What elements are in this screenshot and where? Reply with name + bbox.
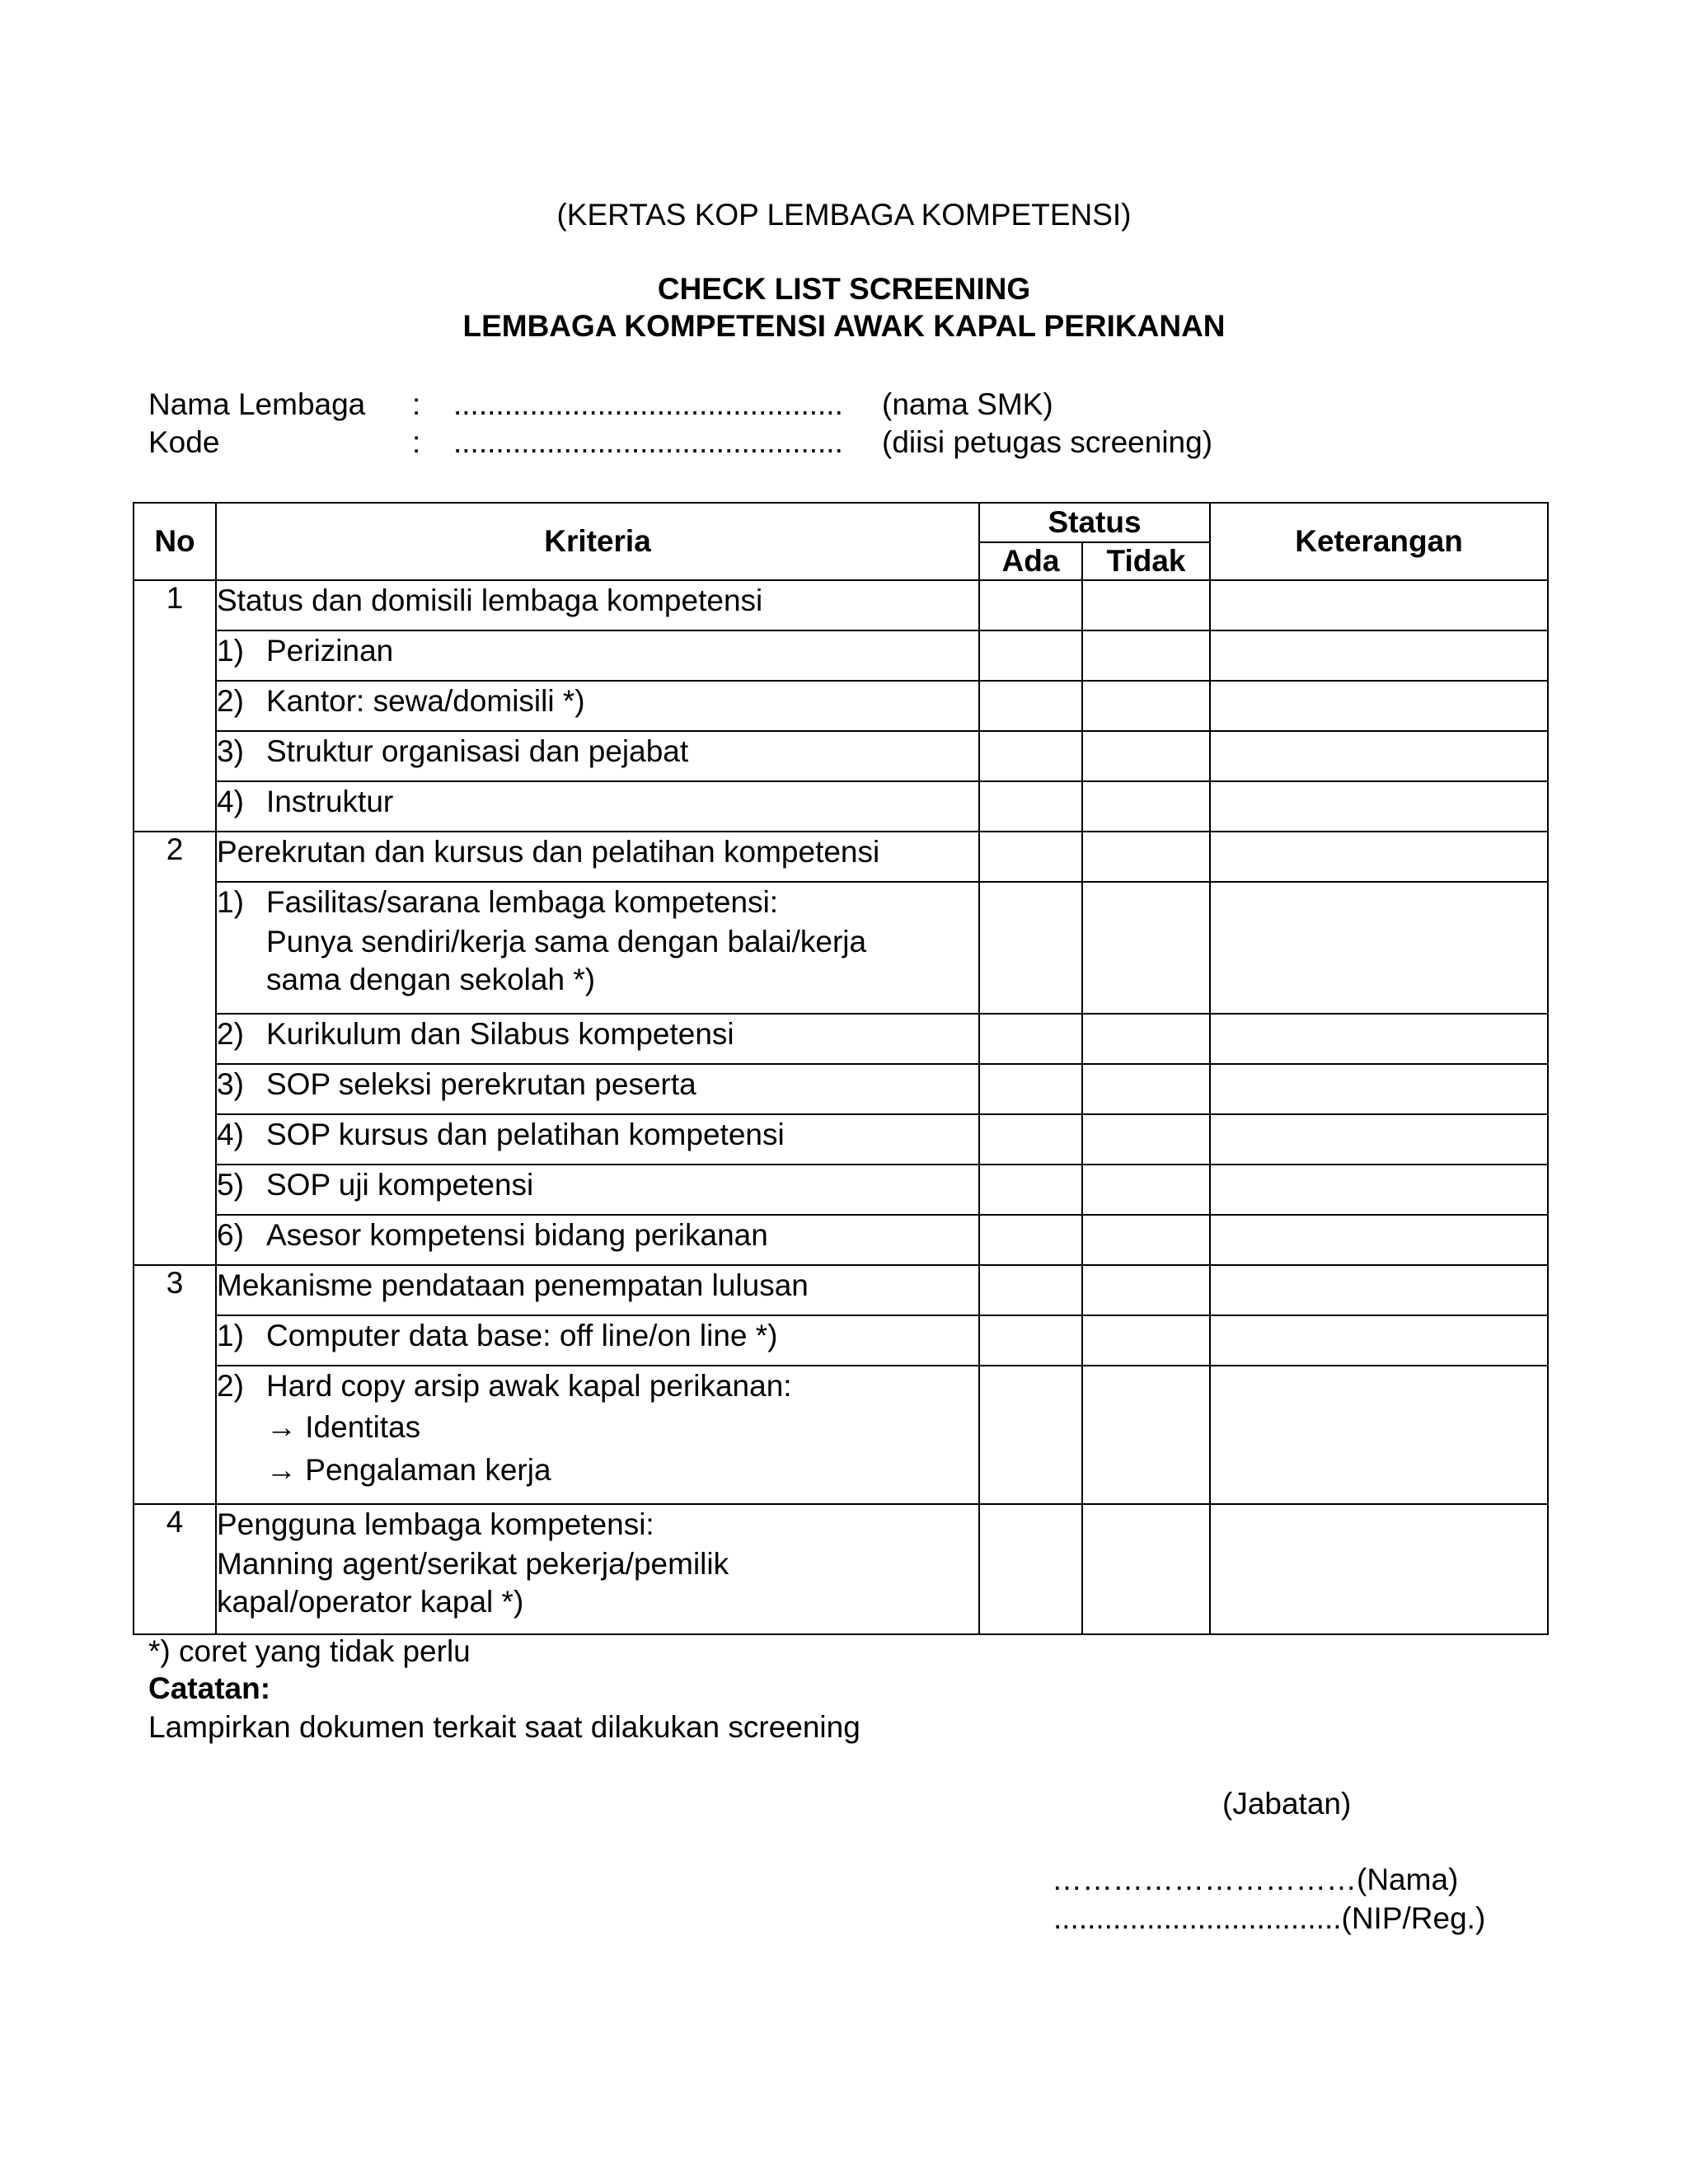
criteria-item	[216, 731, 979, 781]
item-number: 2)	[217, 1369, 244, 1403]
item-text: SOP seleksi perekrutan peserta	[266, 1067, 696, 1101]
group-2-title: Perekrutan dan kursus dan pelatihan kompetensi	[216, 832, 979, 882]
keterangan-cell[interactable]	[1210, 1064, 1548, 1114]
item-number: 3)	[217, 734, 244, 768]
status-tidak-cell[interactable]	[1082, 731, 1210, 781]
signature-nama: …………………………(Nama)	[1052, 1863, 1459, 1896]
header-status: Status	[979, 503, 1210, 542]
item-text: Perizinan	[266, 634, 394, 668]
catatan-text: Lampirkan dokumen terkait saat dilakukan screening	[148, 1710, 860, 1744]
arrow-item-text: Pengalaman kerja	[305, 1453, 551, 1487]
status-ada-cell[interactable]	[979, 1265, 1082, 1315]
item-text: Kantor: sewa/domisili *)	[266, 684, 585, 718]
kode-label: Kode	[148, 425, 220, 459]
keterangan-cell[interactable]	[1210, 1315, 1548, 1366]
signature-jabatan: (Jabatan)	[1222, 1787, 1352, 1821]
item-text: Asesor kompetensi bidang perikanan	[266, 1218, 768, 1252]
item-number: 6)	[217, 1218, 244, 1252]
item-number: 1)	[217, 885, 244, 919]
keterangan-cell[interactable]	[1210, 630, 1548, 681]
status-ada-cell[interactable]	[979, 1114, 1082, 1165]
item-text: Hard copy arsip awak kapal perikanan:	[266, 1369, 792, 1403]
item-text: Instruktur	[266, 785, 394, 818]
status-tidak-cell[interactable]	[1082, 1504, 1210, 1634]
checklist-table	[133, 502, 1549, 1635]
item-text: SOP kursus dan pelatihan kompetensi	[266, 1118, 785, 1151]
status-ada-cell[interactable]	[979, 1315, 1082, 1366]
header-kriteria: Kriteria	[216, 503, 979, 580]
nama-lembaga-label: Nama Lembaga	[148, 387, 366, 421]
keterangan-cell[interactable]	[1210, 1165, 1548, 1215]
right-arrow-icon: →	[266, 1453, 297, 1487]
status-tidak-cell[interactable]	[1082, 1114, 1210, 1165]
item-text: SOP uji kompetensi	[266, 1168, 534, 1202]
item-number: 2)	[217, 684, 244, 718]
status-ada-cell[interactable]	[979, 882, 1082, 1014]
status-tidak-cell[interactable]	[1082, 630, 1210, 681]
arrow-item	[217, 1406, 978, 1449]
group-3-number: 3	[134, 1265, 216, 1504]
item-number: 1)	[217, 1319, 244, 1352]
criteria-item	[216, 1165, 979, 1215]
criteria-item	[216, 1215, 979, 1265]
keterangan-cell[interactable]	[1210, 681, 1548, 731]
item-number: 3)	[217, 1067, 244, 1101]
group-4-title: Pengguna lembaga kompetensi:	[217, 1507, 654, 1541]
group-1-number: 1	[134, 580, 216, 832]
item-text: Kurikulum dan Silabus kompetensi	[266, 1017, 734, 1051]
criteria-item	[216, 681, 979, 731]
item-text: Computer data base: off line/on line *)	[266, 1319, 778, 1352]
status-tidak-cell[interactable]	[1082, 1315, 1210, 1366]
status-ada-cell[interactable]	[979, 1504, 1082, 1634]
status-ada-cell[interactable]	[979, 1014, 1082, 1064]
right-arrow-icon: →	[266, 1410, 297, 1444]
status-tidak-cell[interactable]	[1082, 580, 1210, 630]
status-tidak-cell[interactable]	[1082, 1215, 1210, 1265]
item-continuation: sama dengan sekolah *)	[266, 963, 596, 996]
footnote: *) coret yang tidak perlu	[148, 1634, 471, 1668]
item-number: 4)	[217, 785, 244, 818]
header-tidak: Tidak	[1082, 542, 1210, 580]
catatan-label: Catatan:	[148, 1671, 271, 1705]
status-ada-cell[interactable]	[979, 1366, 1082, 1504]
group-3-title: Mekanisme pendataan penempatan lulusan	[216, 1265, 979, 1315]
signature-nip: ..................................(NIP/Reg.)	[1053, 1901, 1486, 1935]
status-ada-cell[interactable]	[979, 580, 1082, 630]
status-ada-cell[interactable]	[979, 832, 1082, 882]
status-ada-cell[interactable]	[979, 781, 1082, 832]
keterangan-cell[interactable]	[1210, 1366, 1548, 1504]
item-text: Struktur organisasi dan pejabat	[266, 734, 689, 768]
nama-lembaga-dots: ..............................................	[453, 387, 843, 421]
header-ada: Ada	[979, 542, 1082, 580]
item-number: 2)	[217, 1017, 244, 1051]
keterangan-cell[interactable]	[1210, 1504, 1548, 1634]
status-tidak-cell[interactable]	[1082, 781, 1210, 832]
status-tidak-cell[interactable]	[1082, 1165, 1210, 1215]
item-continuation: Punya sendiri/kerja sama dengan balai/kerja	[266, 925, 867, 958]
keterangan-cell[interactable]	[1210, 580, 1548, 630]
keterangan-cell[interactable]	[1210, 781, 1548, 832]
group-4-line: kapal/operator kapal *)	[217, 1585, 524, 1619]
status-tidak-cell[interactable]	[1082, 882, 1210, 1014]
status-ada-cell[interactable]	[979, 1064, 1082, 1114]
letterhead-placeholder: (KERTAS KOP LEMBAGA KOMPETENSI)	[556, 198, 1132, 232]
criteria-item	[216, 1366, 979, 1504]
status-ada-cell[interactable]	[979, 731, 1082, 781]
keterangan-cell[interactable]	[1210, 731, 1548, 781]
kode-dots: ..............................................	[453, 425, 843, 459]
keterangan-cell[interactable]	[1210, 1014, 1548, 1064]
criteria-item	[216, 1014, 979, 1064]
status-tidak-cell[interactable]	[1082, 1014, 1210, 1064]
criteria-item	[216, 1114, 979, 1165]
group-4-line: Manning agent/serikat pekerja/pemilik	[217, 1547, 729, 1581]
kode-note: (diisi petugas screening)	[882, 425, 1213, 459]
keterangan-cell[interactable]	[1210, 882, 1548, 1014]
nama-lembaga-note: (nama SMK)	[882, 387, 1053, 421]
kode-colon: :	[412, 425, 421, 459]
status-ada-cell[interactable]	[979, 1215, 1082, 1265]
document-subtitle: LEMBAGA KOMPETENSI AWAK KAPAL PERIKANAN	[462, 309, 1226, 343]
item-number: 1)	[217, 634, 244, 668]
status-ada-cell[interactable]	[979, 1165, 1082, 1215]
header-keterangan: Keterangan	[1210, 503, 1548, 580]
criteria-item	[216, 781, 979, 832]
status-tidak-cell[interactable]	[1082, 681, 1210, 731]
nama-lembaga-colon: :	[412, 387, 421, 421]
criteria-item	[216, 882, 979, 1014]
arrow-item-text: Identitas	[305, 1410, 421, 1444]
arrow-item	[217, 1449, 978, 1492]
keterangan-cell[interactable]	[1210, 1114, 1548, 1165]
status-ada-cell[interactable]	[979, 630, 1082, 681]
group-4-criteria	[216, 1504, 979, 1634]
keterangan-cell[interactable]	[1210, 1215, 1548, 1265]
keterangan-cell[interactable]	[1210, 1265, 1548, 1315]
status-tidak-cell[interactable]	[1082, 832, 1210, 882]
item-number: 5)	[217, 1168, 244, 1202]
status-tidak-cell[interactable]	[1082, 1366, 1210, 1504]
status-tidak-cell[interactable]	[1082, 1265, 1210, 1315]
item-number: 4)	[217, 1118, 244, 1151]
criteria-item	[216, 1315, 979, 1366]
keterangan-cell[interactable]	[1210, 832, 1548, 882]
item-text: Fasilitas/sarana lembaga kompetensi:	[266, 885, 779, 919]
group-4-number: 4	[134, 1504, 216, 1634]
status-tidak-cell[interactable]	[1082, 1064, 1210, 1114]
criteria-item	[216, 630, 979, 681]
header-no: No	[134, 503, 216, 580]
group-2-number: 2	[134, 832, 216, 1265]
status-ada-cell[interactable]	[979, 681, 1082, 731]
document-title: CHECK LIST SCREENING	[657, 272, 1031, 306]
group-1-title: Status dan domisili lembaga kompetensi	[216, 580, 979, 630]
criteria-item	[216, 1064, 979, 1114]
